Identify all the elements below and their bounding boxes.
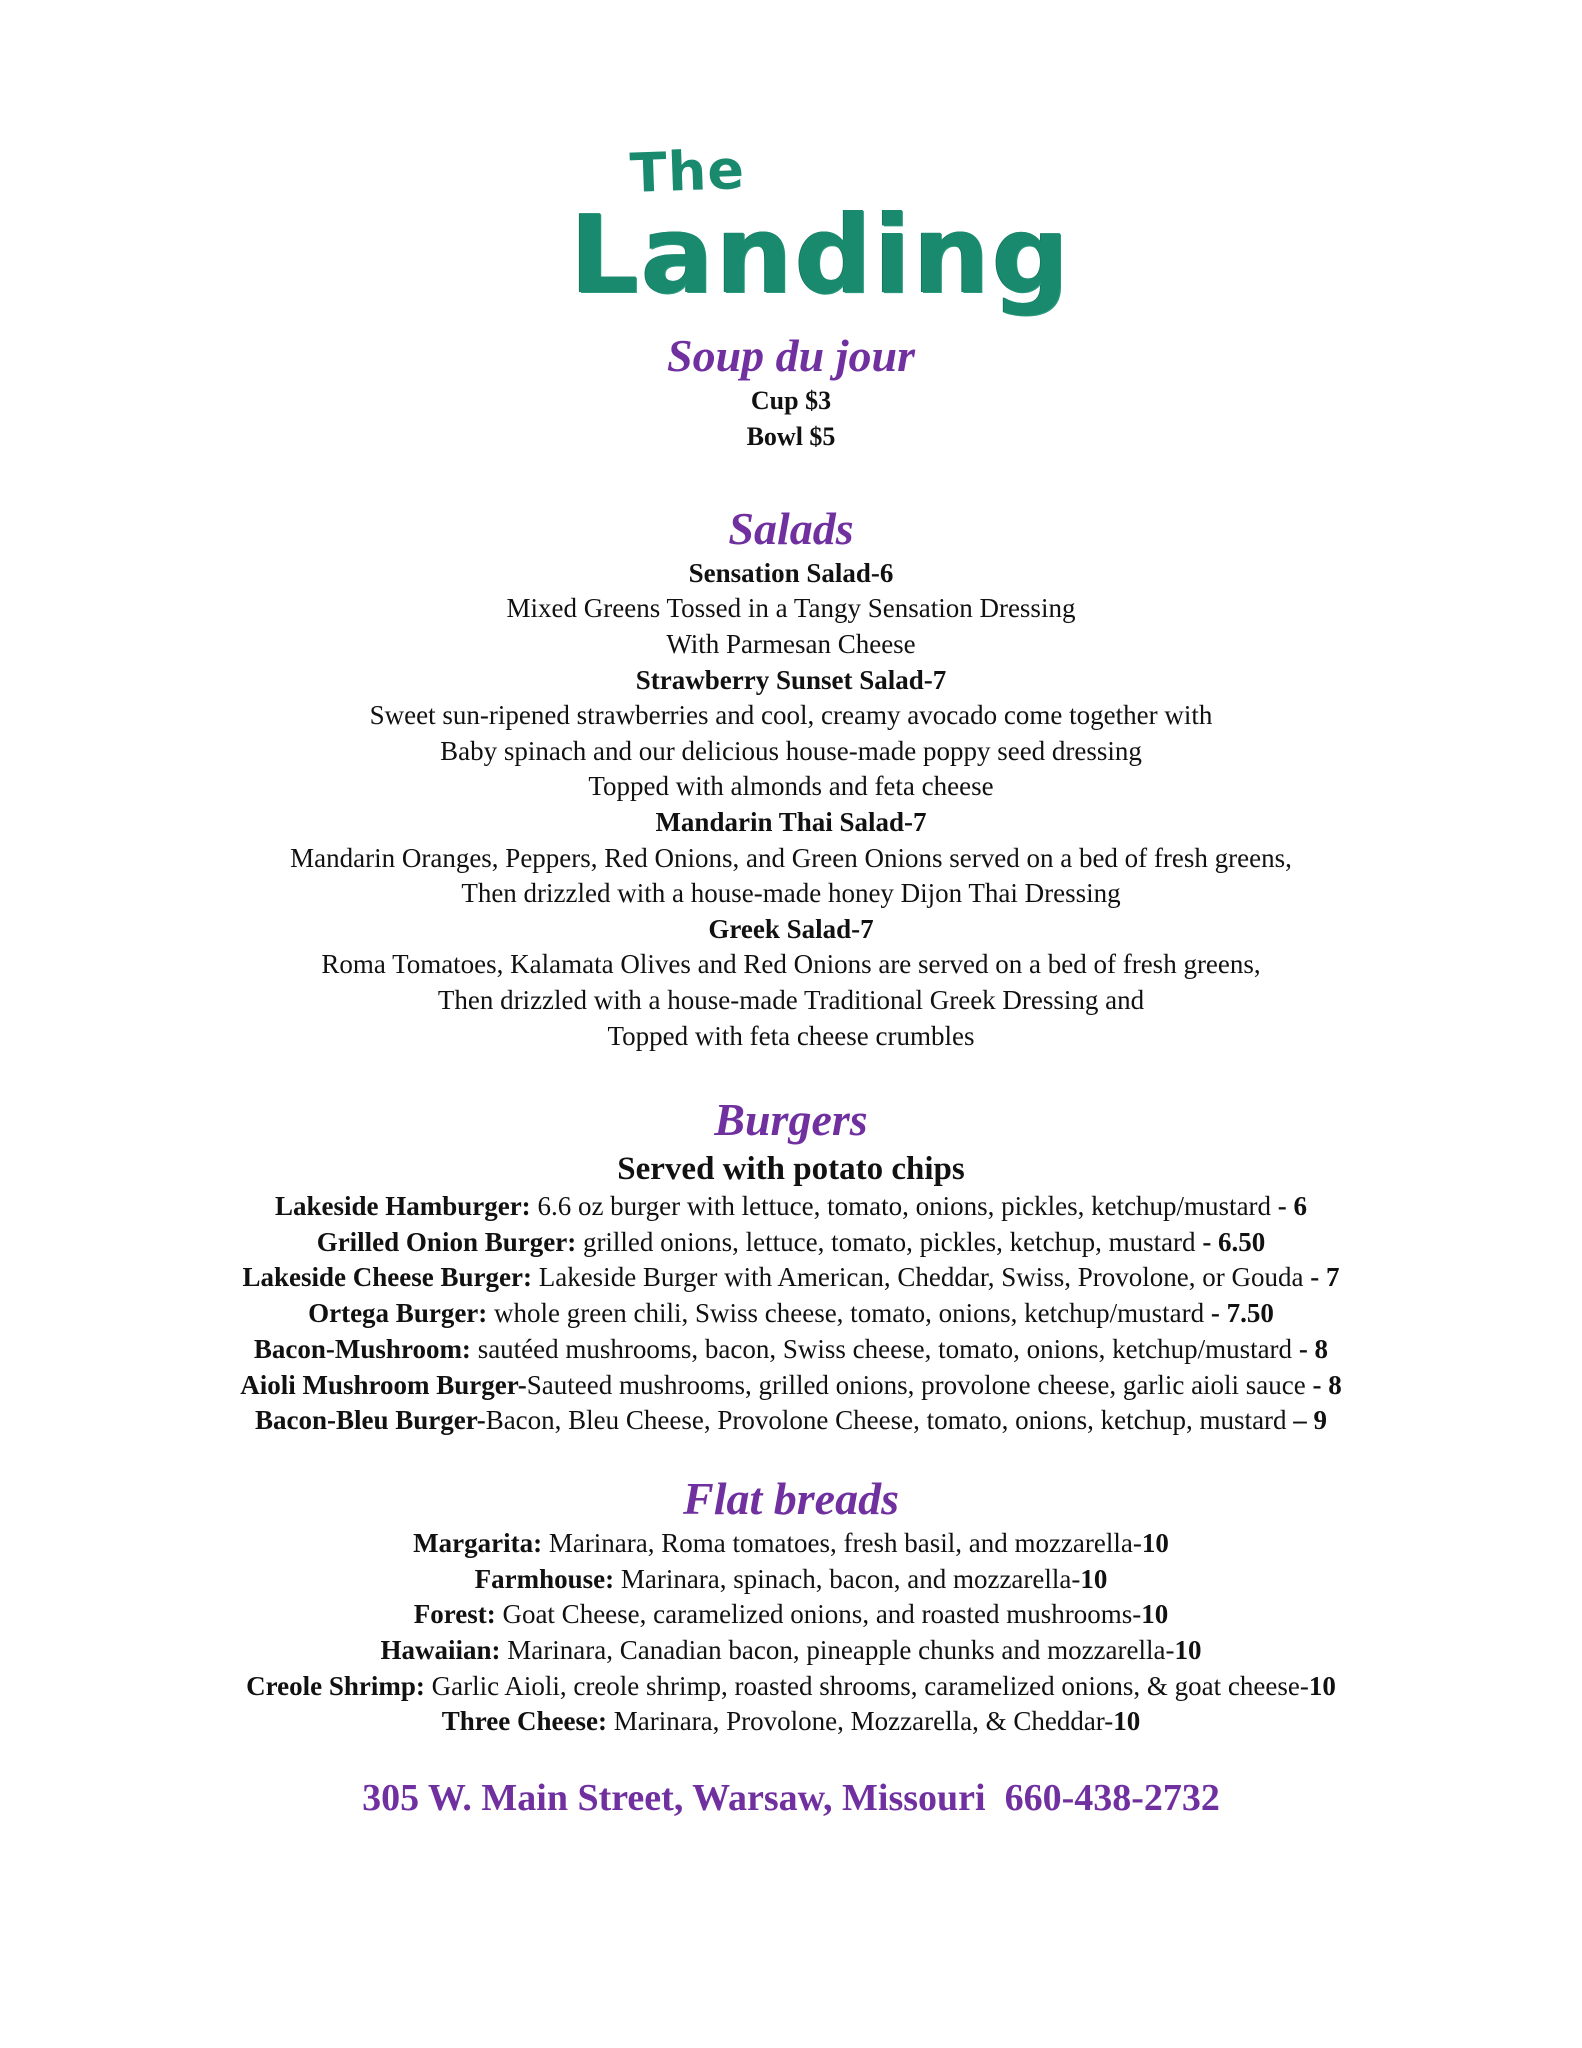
burger-desc: 6.6 oz burger with lettuce, tomato, onions, pickles, ketchup/mustard xyxy=(530,1190,1272,1221)
burger-name: Bacon-Mushroom: xyxy=(253,1333,471,1364)
salad-item-desc: Topped with feta cheese crumbles xyxy=(607,1020,975,1051)
flatbread-row xyxy=(0,1633,1582,1669)
flatbread-row xyxy=(0,1597,1582,1633)
burger-name: Lakeside Cheese Burger: xyxy=(242,1262,532,1293)
burger-row xyxy=(0,1189,1582,1225)
burger-row xyxy=(0,1225,1582,1261)
soup-cup-price: Cup $3 xyxy=(750,385,832,415)
salad-item-desc: With Parmesan Cheese xyxy=(666,628,916,659)
salad-item-name: Sensation Salad-6 xyxy=(688,557,894,588)
flatbread-price: 10 xyxy=(1113,1706,1141,1737)
burgers-subtitle: Served with potato chips xyxy=(617,1150,965,1187)
flatbread-price: 10 xyxy=(1080,1563,1108,1594)
flatbread-row xyxy=(0,1669,1582,1705)
menu-content xyxy=(0,330,1582,1820)
burger-price: - 8 xyxy=(1292,1333,1329,1364)
salad-item-name: Greek Salad-7 xyxy=(708,913,874,944)
burger-price: - 8 xyxy=(1305,1369,1342,1400)
restaurant-address: 305 W. Main Street, Warsaw, Missouri 660-438-2732 xyxy=(362,1777,1220,1820)
burger-name: Ortega Burger: xyxy=(308,1298,488,1329)
burger-price: - 6 xyxy=(1271,1190,1308,1221)
salad-item-name: Mandarin Thai Salad-7 xyxy=(655,806,927,837)
salad-item-desc: Mandarin Oranges, Peppers, Red Onions, and Green Onions served on a bed of fresh greens, xyxy=(290,842,1292,873)
salad-item-desc: Roma Tomatoes, Kalamata Olives and Red Onions are served on a bed of fresh greens, xyxy=(321,949,1261,980)
flatbread-name: Forest: xyxy=(413,1599,496,1630)
burger-row xyxy=(0,1260,1582,1296)
burger-row xyxy=(0,1403,1582,1439)
soup-bowl-price: Bowl $5 xyxy=(746,421,836,451)
salads-section-title: Salads xyxy=(728,502,854,554)
flatbread-row xyxy=(0,1526,1582,1562)
burger-name: Lakeside Hamburger: xyxy=(274,1190,531,1221)
flatbread-name: Hawaiian: xyxy=(380,1634,501,1665)
salad-item-desc: Mixed Greens Tossed in a Tangy Sensation Dressing xyxy=(506,593,1076,624)
salad-item-name: Strawberry Sunset Salad-7 xyxy=(635,664,947,695)
flatbread-desc: Garlic Aioli, creole shrimp, roasted shrooms, caramelized onions, & goat cheese- xyxy=(424,1670,1309,1701)
burger-desc: Bacon, Bleu Cheese, Provolone Cheese, tomato, onions, ketchup, mustard xyxy=(485,1405,1287,1436)
burger-price: – 9 xyxy=(1286,1405,1328,1436)
flatbread-name: Farmhouse: xyxy=(474,1563,615,1594)
flatbread-price: 10 xyxy=(1174,1634,1202,1665)
burger-desc: sautéed mushrooms, bacon, Swiss cheese, tomato, onions, ketchup/mustard xyxy=(470,1333,1293,1364)
salad-item-desc: Sweet sun-ripened strawberries and cool, creamy avocado come together with xyxy=(369,700,1213,731)
flatbread-desc: Goat Cheese, caramelized onions, and roasted mushrooms- xyxy=(495,1599,1142,1630)
burger-name: Aioli Mushroom Burger- xyxy=(240,1369,527,1400)
logo-the-text: The xyxy=(628,138,746,205)
flatbread-price: 10 xyxy=(1308,1670,1336,1701)
burger-name: Bacon-Bleu Burger- xyxy=(254,1405,486,1436)
burger-desc: Lakeside Burger with American, Cheddar, Swiss, Provolone, or Gouda xyxy=(531,1262,1304,1293)
flatbread-desc: Marinara, spinach, bacon, and mozzarella- xyxy=(614,1563,1081,1594)
burger-row xyxy=(0,1332,1582,1368)
flatbread-price: 10 xyxy=(1141,1527,1169,1558)
burger-row xyxy=(0,1296,1582,1332)
flatbread-row xyxy=(0,1704,1582,1740)
restaurant-logo xyxy=(560,138,1072,340)
flatbread-desc: Marinara, Canadian bacon, pineapple chunks and mozzarella- xyxy=(500,1634,1175,1665)
burger-name: Grilled Onion Burger: xyxy=(316,1226,577,1257)
flatbread-row xyxy=(0,1562,1582,1598)
flatbread-name: Creole Shrimp: xyxy=(246,1670,425,1701)
burger-price: - 7 xyxy=(1303,1262,1340,1293)
soup-section-title: Soup du jour xyxy=(666,330,915,381)
burger-price: - 7.50 xyxy=(1204,1298,1274,1329)
salad-item-desc: Then drizzled with a house-made honey Dijon Thai Dressing xyxy=(461,878,1121,909)
burger-price: - 6.50 xyxy=(1195,1226,1266,1257)
salad-item-desc: Baby spinach and our delicious house-made poppy seed dressing xyxy=(440,735,1142,766)
burger-row xyxy=(0,1368,1582,1404)
burger-desc: grilled onions, lettuce, tomato, pickles, ketchup, mustard xyxy=(576,1226,1196,1257)
logo-landing-text: Landing xyxy=(570,193,1072,318)
salad-item-desc: Then drizzled with a house-made Traditional Greek Dressing and xyxy=(437,984,1145,1015)
burger-desc: Sauteed mushrooms, grilled onions, provolone cheese, garlic aioli sauce xyxy=(526,1369,1306,1400)
flatbreads-section-title: Flat breads xyxy=(683,1472,899,1524)
flatbread-desc: Marinara, Provolone, Mozzarella, & Cheddar- xyxy=(606,1706,1114,1737)
flatbread-name: Margarita: xyxy=(413,1527,543,1558)
flatbread-price: 10 xyxy=(1141,1599,1169,1630)
burger-desc: whole green chili, Swiss cheese, tomato, onions, ketchup/mustard xyxy=(487,1298,1205,1329)
salad-item-desc: Topped with almonds and feta cheese xyxy=(588,771,994,802)
burgers-section-title: Burgers xyxy=(714,1094,868,1146)
flatbread-name: Three Cheese: xyxy=(441,1706,607,1737)
flatbread-desc: Marinara, Roma tomatoes, fresh basil, and mozzarella- xyxy=(542,1527,1142,1558)
